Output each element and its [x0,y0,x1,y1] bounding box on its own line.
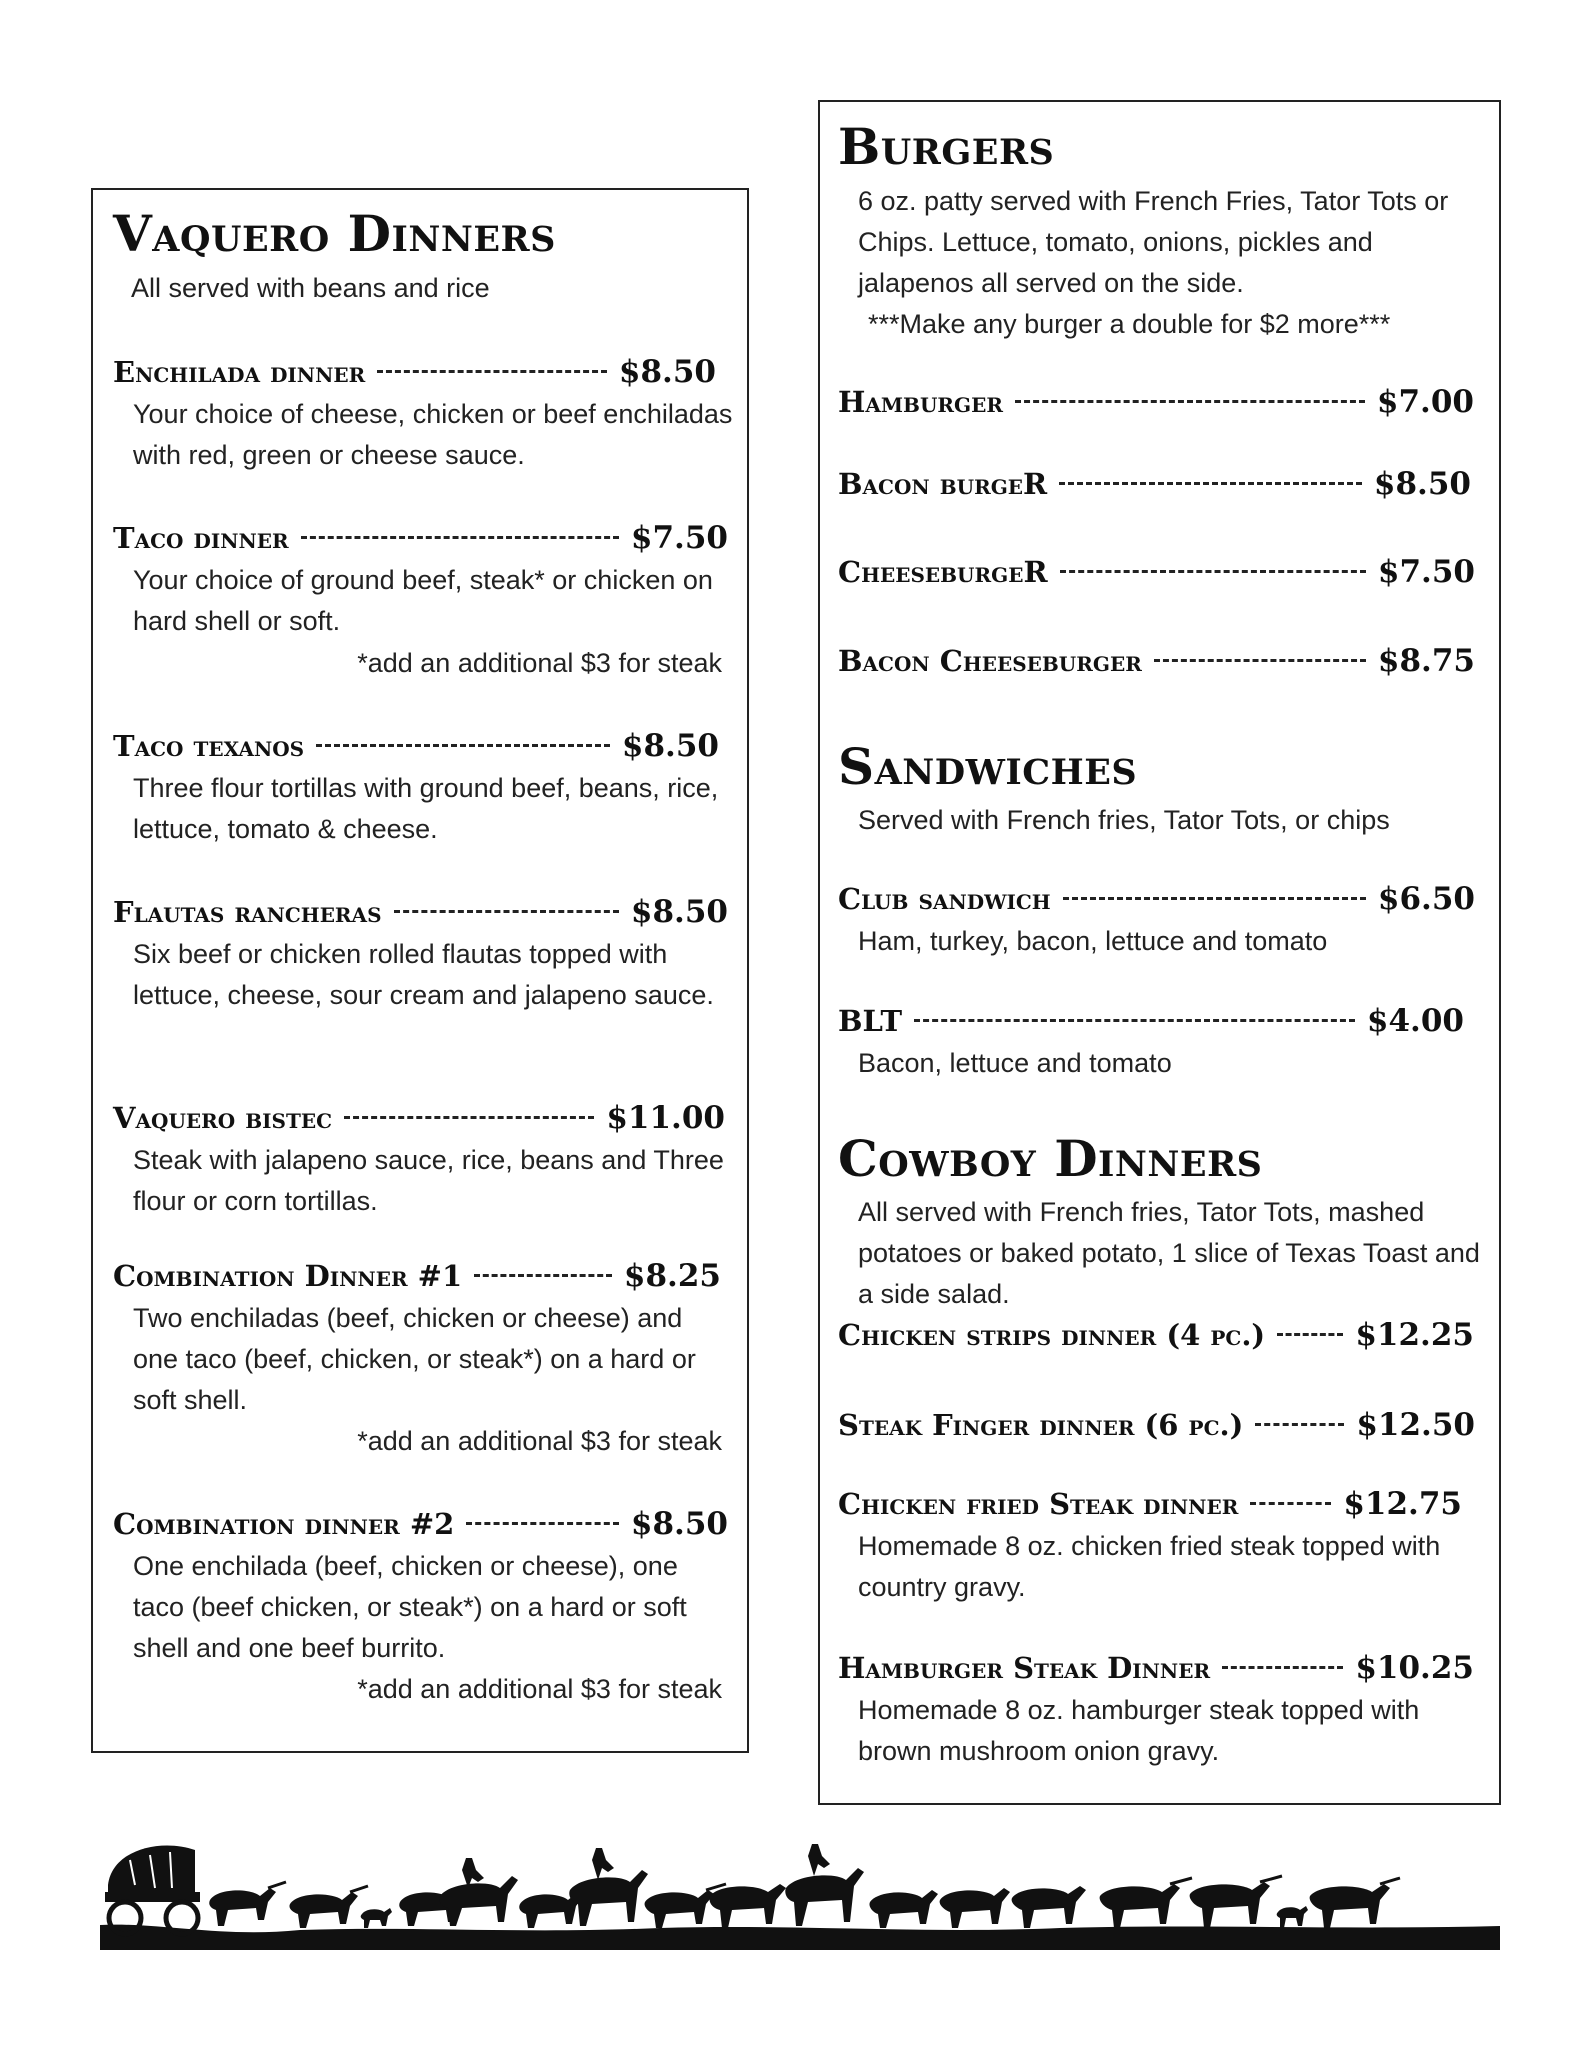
dash-leader [316,744,610,747]
dash-leader [394,910,619,913]
item-name: BLT [838,1004,903,1038]
menu-item-taco-texanos [113,728,719,764]
item-name: Hamburger Steak Dinner [838,1651,1211,1685]
menu-item-enchilada-dinner [113,354,716,390]
menu-item-combination-dinner-2 [113,1506,728,1542]
item-name: Taco texanos [113,729,305,763]
herd-silhouettes [209,1844,1400,1928]
menu-item-steak-finger-dinner [838,1407,1475,1443]
item-name: Enchilada dinner [113,355,366,389]
item-description: One enchilada (beef, chicken or cheese), one taco (beef chicken, or steak*) on a hard or soft shell and one beef burrito. [133,1551,687,1663]
item-name: Vaquero bistec [113,1101,333,1135]
item-description: Two enchiladas (beef, chicken or cheese) and one taco (beef, chicken, or steak*) on a hard or soft shell. [133,1303,696,1415]
dash-leader [474,1274,612,1277]
vaquero-dinners-subtitle: All served with beans and rice [131,273,490,303]
item-description: Homemade 8 oz. chicken fried steak topped with country gravy. [858,1531,1441,1602]
menu-item-taco-dinner [113,520,728,556]
dash-leader [1060,570,1366,573]
cowboy-dinners-description: All served with French fries, Tator Tots, mashed potatoes or baked potato, 1 slice of Texas Toast and a side salad. [858,1197,1480,1309]
item-price: $8.50 [621,728,719,764]
item-price: $7.50 [1377,554,1475,590]
item-price: $12.75 [1343,1486,1462,1522]
item-description: Your choice of cheese, chicken or beef enchiladas with red, green or cheese sauce. [133,399,733,470]
dash-leader [1154,659,1366,662]
vaquero-dinners-title: Vaquero Dinners [113,204,556,263]
dash-leader [1059,482,1362,485]
sandwiches-subtitle: Served with French fries, Tator Tots, or chips [858,805,1390,835]
item-price: $8.50 [1373,466,1471,502]
item-name: Taco dinner [113,521,289,555]
dash-leader [914,1019,1355,1022]
burgers-description: 6 oz. patty served with French Fries, Tator Tots or Chips. Lettuce, tomato, onions, pickles and jalapenos all served on the side. [858,186,1449,298]
cattle-drive-illustration [100,1830,1500,1950]
item-price: $7.50 [630,520,728,556]
item-description: Bacon, lettuce and tomato [858,1048,1172,1078]
menu-item-vaquero-bistec [113,1100,725,1136]
menu-item-bacon-cheeseburger [838,643,1475,679]
item-name: Flautas rancheras [113,895,382,929]
item-description: Steak with jalapeno sauce, rice, beans and Three flour or corn tortillas. [133,1145,724,1216]
item-price: $11.00 [606,1100,725,1136]
menu-item-combination-dinner-1 [113,1258,721,1294]
item-description: Three flour tortillas with ground beef, beans, rice, lettuce, tomato & cheese. [133,773,719,844]
item-price: $10.25 [1355,1650,1474,1686]
item-price: $6.50 [1377,881,1475,917]
burgers-title: Burgers [838,117,1055,176]
item-name: Chicken fried Steak dinner [838,1487,1239,1521]
dash-leader [1063,897,1366,900]
item-price: $12.50 [1356,1407,1475,1443]
item-name: Combination dinner #2 [113,1507,455,1541]
item-description: Homemade 8 oz. hamburger steak topped with brown mushroom onion gravy. [858,1695,1420,1766]
item-price: $12.25 [1355,1317,1474,1353]
cowboy-dinners-title: Cowboy Dinners [838,1129,1263,1188]
item-price: $8.25 [623,1258,721,1294]
item-name: Hamburger [838,385,1003,419]
item-name: Bacon Cheeseburger [838,644,1142,678]
menu-item-flautas-rancheras [113,894,728,930]
menu-item-hamburger-steak-dinner [838,1650,1474,1686]
menu-item-club-sandwich [838,881,1475,917]
item-name: Bacon burgeR [838,467,1048,501]
burgers-double-note: ***Make any burger a double for $2 more*** [868,309,1391,339]
menu-item-bacon-burger [838,466,1471,502]
item-price: $8.50 [618,354,716,390]
item-price: $8.50 [630,894,728,930]
item-price: $4.00 [1366,1003,1464,1039]
item-name: CheeseburgeR [838,555,1048,589]
dash-leader [1015,400,1365,403]
dash-leader [377,370,607,373]
item-price: $8.50 [630,1506,728,1542]
dash-leader [466,1522,619,1525]
wagon-silhouette [105,1845,200,1934]
item-note: *add an additional $3 for steak [357,648,722,678]
item-name: Steak Finger dinner (6 pc.) [838,1408,1244,1442]
dash-leader [1255,1423,1344,1426]
dash-leader [1277,1333,1343,1336]
menu-item-chicken-fried-steak-dinner [838,1486,1462,1522]
menu-item-cheeseburger [838,554,1475,590]
item-name: Club sandwich [838,882,1051,916]
dash-leader [301,536,619,539]
item-description: Your choice of ground beef, steak* or chicken on hard shell or soft. [133,565,713,636]
item-price: $8.75 [1377,643,1475,679]
item-description: Ham, turkey, bacon, lettuce and tomato [858,926,1328,956]
menu-item-chicken-strips-dinner [838,1317,1474,1353]
menu-item-hamburger [838,384,1474,420]
dash-leader [1222,1666,1343,1669]
item-name: Chicken strips dinner (4 pc.) [838,1318,1266,1352]
item-note: *add an additional $3 for steak [357,1674,722,1704]
dash-leader [344,1116,594,1119]
dash-leader [1250,1502,1331,1505]
item-price: $7.00 [1376,384,1474,420]
menu-item-blt [838,1003,1464,1039]
item-description: Six beef or chicken rolled flautas topped with lettuce, cheese, sour cream and jalapeno sauce. [133,939,714,1010]
sandwiches-title: Sandwiches [838,737,1138,796]
item-name: Combination Dinner #1 [113,1259,463,1293]
item-note: *add an additional $3 for steak [357,1426,722,1456]
